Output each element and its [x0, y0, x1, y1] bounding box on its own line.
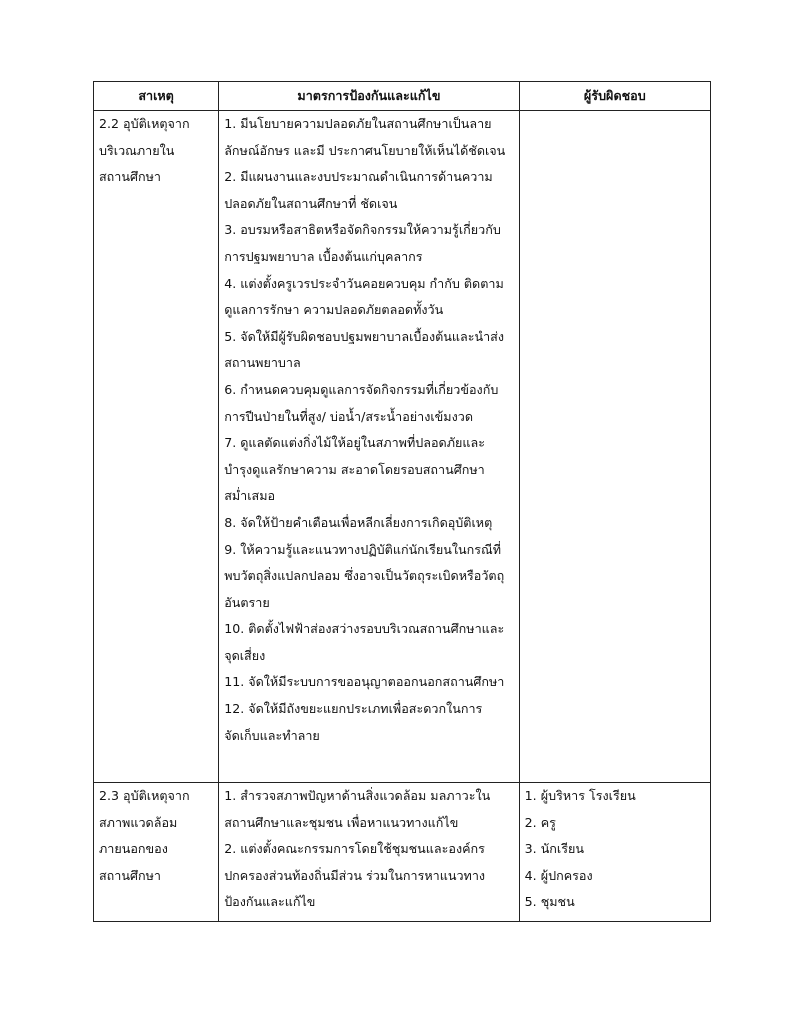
- measure-line: 1. มีนโยบายความปลอดภัยในสถานศึกษาเป็นลาย: [224, 116, 492, 131]
- responsible-line: 5. ชุมชน: [524, 894, 575, 910]
- measure-line: จัดเก็บและทำลาย: [224, 727, 320, 743]
- header-cause: สาเหตุ: [94, 82, 219, 111]
- measure-line: 10. ติดตั้งไฟฟ้าส่องสว่างรอบบริเวณสถานศึกษาและ: [224, 621, 505, 637]
- responsible-line: 1. ผู้บริหาร โรงเรียน: [524, 788, 636, 803]
- measure-line: บำรุงดูแลรักษาความ สะอาดโดยรอบสถานศึกษา: [224, 461, 485, 477]
- measure-line: 9. ให้ความรู้และแนวทางปฏิบัติแก่นักเรียนในกรณีที่: [224, 541, 501, 557]
- measure-line: 6. กำหนดควบคุมดูแลการจัดกิจกรรมที่เกี่ยวข้องกับ: [224, 381, 499, 397]
- measure-line: 5. จัดให้มีผู้รับผิดชอบปฐมพยาบาลเบื้องต้นและนำส่ง: [224, 328, 505, 344]
- responsible-line: 4. ผู้ปกครอง: [524, 867, 593, 883]
- cause-line: 2.2 อุบัติเหตุจาก: [99, 116, 190, 131]
- responsible-cell: [519, 111, 710, 783]
- header-responsible: ผู้รับผิดชอบ: [519, 82, 710, 111]
- measure-line: สถานพยาบาล: [224, 355, 301, 371]
- measure-line: 3. อบรมหรือสาธิตหรือจัดกิจกรรมให้ความรู้เกี่ยวกับ: [224, 222, 501, 238]
- measure-line: ปกครองส่วนท้องถิ่นมีส่วน ร่วมในการหาแนวทาง: [224, 867, 486, 883]
- measure-line: ดูแลการรักษา ความปลอดภัยตลอดทั้งวัน: [224, 302, 444, 318]
- cause-cell: [94, 783, 219, 922]
- measure-line: 11. จัดให้มีระบบการขออนุญาตออกนอกสถานศึกษา: [224, 674, 505, 690]
- measure-line: 1. สำรวจสภาพปัญหาด้านสิ่งแวดล้อม มลภาวะใน: [224, 788, 491, 803]
- measure-line: 2. มีแผนงานและงบประมาณดำเนินการด้านความ: [224, 169, 493, 185]
- cause-line: สถานศึกษา: [99, 169, 161, 185]
- responsible-cell: [519, 783, 710, 922]
- measure-line: การปฐมพยาบาล เบื้องต้นแก่บุคลากร: [224, 248, 423, 264]
- cause-line: สถานศึกษา: [99, 867, 161, 883]
- measures-cell: [219, 783, 519, 922]
- measure-line: อันตราย: [224, 594, 270, 610]
- measure-line: 2. แต่งตั้งคณะกรรมการโดยใช้ชุมชนและองค์กร: [224, 841, 485, 857]
- measure-line: ป้องกันและแก้ไข: [224, 894, 316, 910]
- measure-line: 8. จัดให้ป้ายคำเตือนเพื่อหลีกเลี่ยงการเกิดอุบัติเหตุ: [224, 514, 493, 530]
- header-measures: มาตรการป้องกันและแก้ไข: [219, 82, 519, 111]
- responsible-line: 2. ครู: [524, 814, 556, 830]
- measure-line: ลักษณ์อักษร และมี ประกาศนโยบายให้เห็นได้ชัดเจน: [224, 142, 506, 158]
- measure-line: ปลอดภัยในสถานศึกษาที่ ชัดเจน: [224, 195, 398, 211]
- measure-line: การปีนป่ายในที่สูง/ บ่อน้ำ/สระน้ำอย่างเข้มงวด: [224, 408, 473, 424]
- cause-line: ภายนอกของ: [99, 841, 168, 857]
- measures-cell: [219, 111, 519, 783]
- cause-line: 2.3 อุบัติเหตุจาก: [99, 788, 190, 803]
- cause-line: สภาพแวดล้อม: [99, 814, 178, 830]
- measure-line: สถานศึกษาและชุมชน เพื่อหาแนวทางแก้ไข: [224, 814, 459, 830]
- measure-line: สม่ำเสมอ: [224, 488, 276, 504]
- table-row: [94, 783, 711, 922]
- measure-line: จุดเสี่ยง: [224, 647, 266, 663]
- responsible-line: 3. นักเรียน: [524, 841, 584, 857]
- table-row: [94, 111, 711, 783]
- measure-line: 7. ดูแลตัดแต่งกิ่งไม้ให้อยู่ในสภาพที่ปลอดภัยและ: [224, 435, 485, 451]
- cause-line: บริเวณภายใน: [99, 142, 175, 158]
- measure-line: 4. แต่งตั้งครูเวรประจำวันคอยควบคุม กำกับ ติดตาม: [224, 275, 504, 291]
- table-header-row: [94, 82, 711, 111]
- safety-measures-table: [93, 81, 711, 922]
- measure-line: พบวัตถุสิ่งแปลกปลอม ซึ่งอาจเป็นวัตถุระเบิดหรือวัตถุ: [224, 568, 505, 584]
- cause-cell: [94, 111, 219, 783]
- measure-line: 12. จัดให้มีถังขยะแยกประเภทเพื่อสะดวกในการ: [224, 701, 483, 717]
